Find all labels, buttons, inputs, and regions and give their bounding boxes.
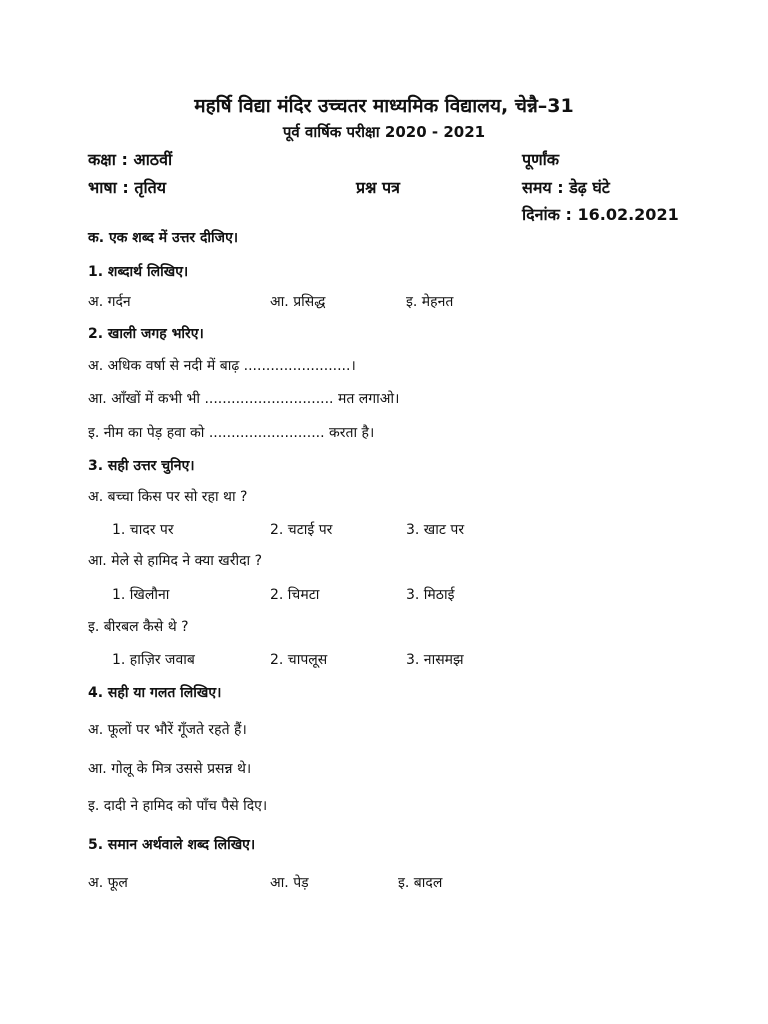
q4-item: इ. दादी ने हामिद को पाँच पैसे दिए। — [88, 798, 268, 814]
q1-item: आ. प्रसिद्ध — [270, 294, 326, 310]
q5-item: अ. फूल — [88, 875, 128, 891]
q1-item: अ. गर्दन — [88, 294, 131, 310]
q3-option: 1. खिलौना — [112, 587, 170, 603]
q2-item: अ. अधिक वर्षा से नदी में बाढ़ ........................। — [88, 358, 356, 374]
q3-question: अ. बच्चा किस पर सो रहा था ? — [88, 489, 248, 505]
q1-item: इ. मेहनत — [406, 294, 454, 310]
date-label: दिनांक : 16.02.2021 — [522, 205, 679, 224]
marks-label: पूर्णांक — [522, 150, 560, 169]
q4-item: अ. फूलों पर भौरें गूँजते रहते हैं। — [88, 722, 247, 738]
q3-title: 3. सही उत्तर चुनिए। — [88, 458, 195, 474]
paper-label: प्रश्न पत्र — [356, 178, 400, 197]
q3-option: 2. चटाई पर — [270, 522, 333, 538]
q3-option: 1. हाज़िर जवाब — [112, 652, 195, 668]
exam-title: पूर्व वार्षिक परीक्षा 2020 - 2021 — [282, 123, 486, 141]
school-name: महर्षि विद्या मंदिर उच्चतर माध्यमिक विद्यालय, चेन्नै–31 — [194, 95, 574, 117]
q3-option: 2. चापलूस — [270, 652, 328, 668]
q3-option: 3. नासमझ — [406, 652, 464, 668]
q2-item: आ. आँखों में कभी भी ............................. मत लगाओ। — [88, 391, 400, 407]
class-label: कक्षा : आठवीं — [88, 150, 173, 169]
q3-option: 1. चादर पर — [112, 522, 174, 538]
q3-option: 2. चिमटा — [270, 587, 320, 603]
q3-option: 3. मिठाई — [406, 587, 455, 603]
time-label: समय : डेढ़ घंटे — [522, 178, 610, 197]
q3-question: इ. बीरबल कैसे थे ? — [88, 619, 189, 635]
q5-title: 5. समान अर्थवाले शब्द लिखिए। — [88, 837, 256, 853]
q5-item: इ. बादल — [398, 875, 443, 891]
q2-item: इ. नीम का पेड़ हवा को .......................... करता है। — [88, 425, 375, 441]
q4-title: 4. सही या गलत लिखिए। — [88, 685, 222, 701]
q2-title: 2. खाली जगह भरिए। — [88, 326, 204, 342]
language-label: भाषा : तृतिय — [88, 178, 166, 197]
q4-item: आ. गोलू के मित्र उससे प्रसन्न थे। — [88, 761, 252, 777]
q3-option: 3. खाट पर — [406, 522, 465, 538]
q1-title: 1. शब्दार्थ लिखिए। — [88, 264, 189, 280]
q3-question: आ. मेले से हामिद ने क्या खरीदा ? — [88, 553, 263, 569]
q5-item: आ. पेड़ — [270, 875, 309, 891]
section-heading: क. एक शब्द में उत्तर दीजिए। — [88, 230, 239, 246]
